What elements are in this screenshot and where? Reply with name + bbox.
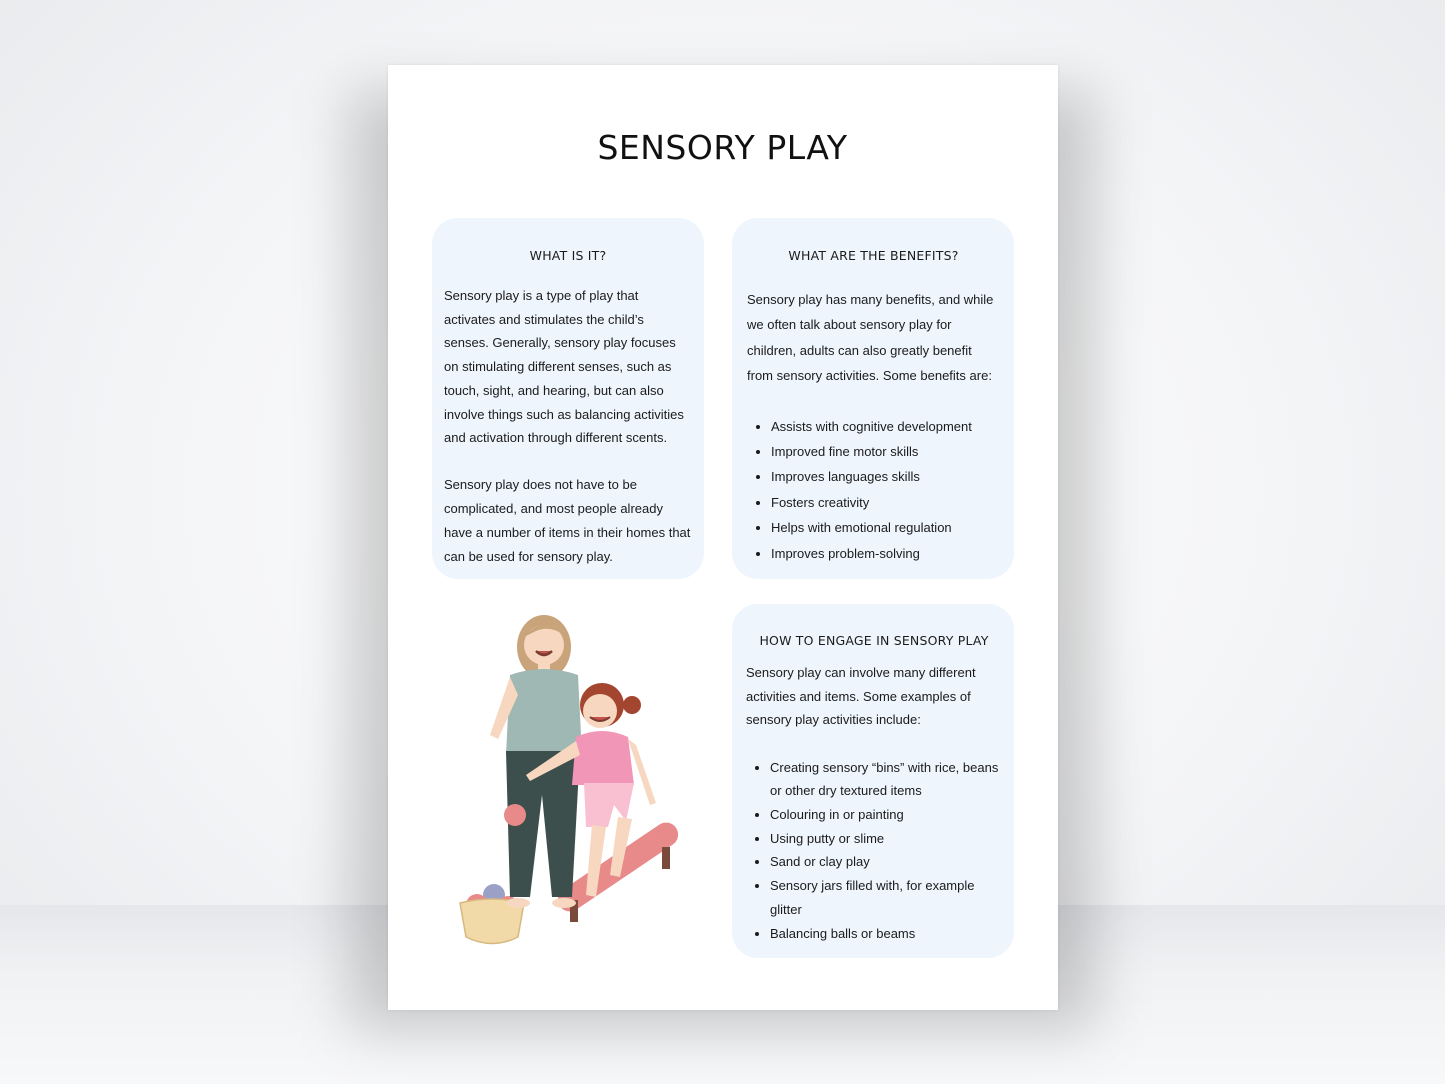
how-to-engage-heading: HOW TO ENGAGE IN SENSORY PLAY <box>759 633 989 648</box>
list-item: • Fosters creativity <box>771 490 1000 515</box>
benefits-heading: WHAT ARE THE BENEFITS? <box>788 248 959 263</box>
page-title: SENSORY PLAY <box>597 128 848 167</box>
benefits-intro: Sensory play has many benefits, and while we often talk about sensory play for children, adults can also greatly benefit from sensory activities. Some benefits are: <box>747 292 994 384</box>
list-item: • Improved fine motor skills <box>771 439 1000 464</box>
benefits-card <box>732 218 1014 579</box>
what-is-it-paragraph-1: Sensory play is a type of play that activates and stimulates the child’s senses. Generally, sensory play focuses on stimulating different senses, such as touch, sight, and hearing, but can also involve things such as balancing activities and activation through different scents. <box>444 288 684 446</box>
list-item: • Creating sensory “bins” with rice, beans or other dry textured items <box>770 756 1002 803</box>
activities-list <box>746 756 1002 946</box>
list-item: • Balancing balls or beams <box>770 922 1002 946</box>
what-is-it-paragraph-2: Sensory play does not have to be complicated, and most people already have a number of items in their homes that can be used for sensory play. <box>444 477 691 564</box>
list-item: • Helps with emotional regulation <box>771 515 1000 540</box>
list-item: • Using putty or slime <box>770 827 1002 851</box>
adult-figure-icon <box>490 615 582 908</box>
list-item: • Improves languages skills <box>771 464 1000 489</box>
ball-icon <box>504 804 526 826</box>
list-item: • Sensory jars filled with, for example glitter <box>770 874 1002 921</box>
how-to-engage-card <box>732 604 1014 958</box>
benefits-list <box>747 414 1000 566</box>
list-item: • Improves problem-solving <box>771 541 1000 566</box>
what-is-it-card <box>432 218 704 579</box>
what-is-it-heading: WHAT IS IT? <box>529 248 607 263</box>
list-item: • Sand or clay play <box>770 850 1002 874</box>
list-item: • Assists with cognitive development <box>771 414 1000 439</box>
how-to-engage-intro: Sensory play can involve many different activities and items. Some examples of sensory play activities include: <box>746 665 976 728</box>
paragraph-gap <box>444 450 692 474</box>
list-item: • Colouring in or painting <box>770 803 1002 827</box>
adult-child-balancing-illustration <box>440 605 700 950</box>
